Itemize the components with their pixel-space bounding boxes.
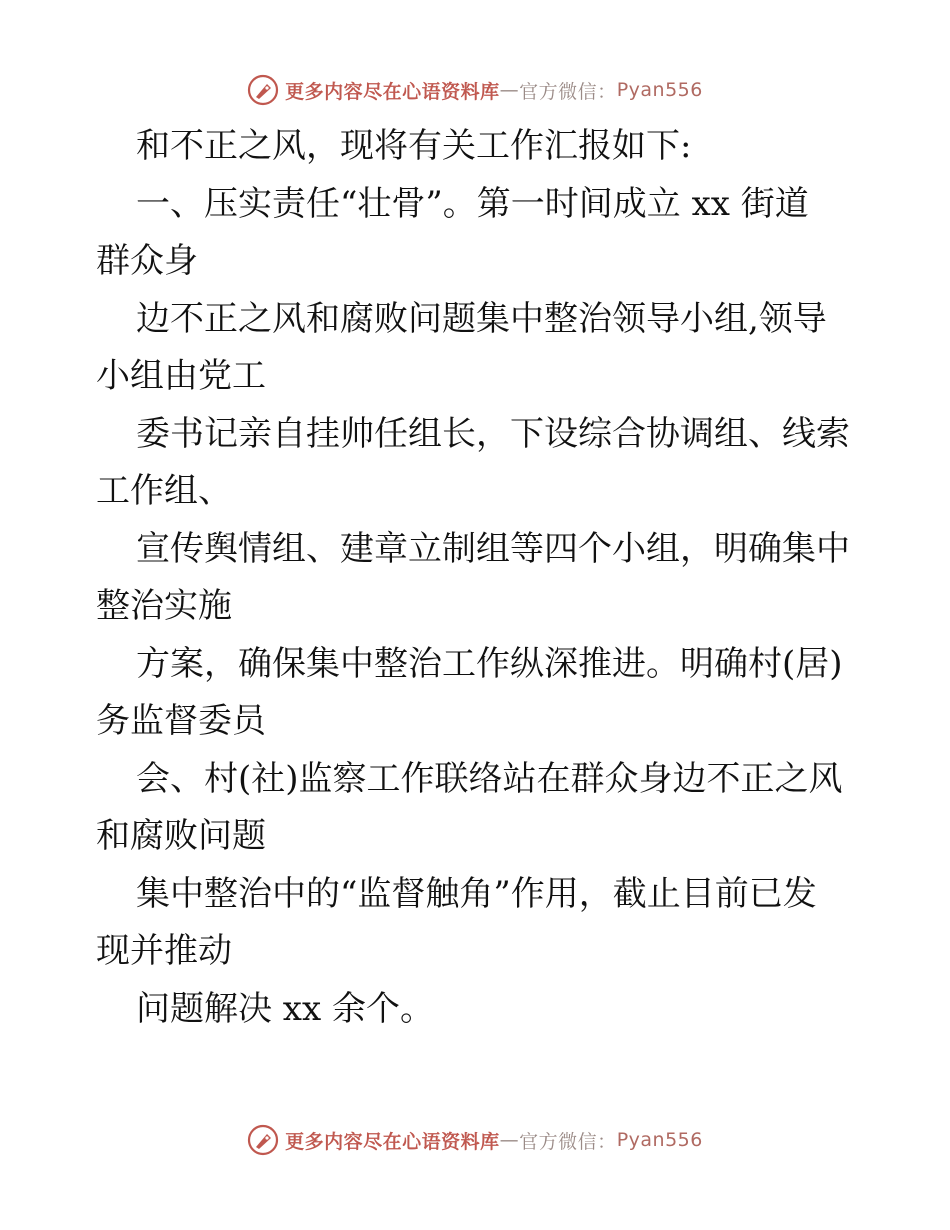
paragraph-line: 会、村(社)监察工作联络站在群众身边不正之风 (136, 758, 843, 799)
pen-nib-icon (247, 1124, 279, 1156)
document-body (96, 118, 856, 1038)
watermark-dash: — (499, 1129, 520, 1151)
watermark-account: Pyan556 (616, 1129, 703, 1151)
paragraph-line: 宣传舆情组、建章立制组等四个小组，明确集中 (136, 528, 850, 569)
watermark-label: 官方微信： (519, 80, 617, 103)
watermark-account: Pyan556 (616, 79, 703, 101)
paragraph-line: 问题解决 xx 余个。 (136, 988, 434, 1029)
paragraph-line: 群众身 (96, 241, 198, 281)
paragraph-line: 方案，确保集中整治工作纵深推进。明确村(居) (136, 643, 843, 684)
watermark-label: 官方微信： (519, 1130, 617, 1153)
watermark-brand: 更多内容尽在心语资料库 (285, 80, 500, 103)
pen-nib-icon (247, 74, 279, 106)
paragraph-line: 现并推动 (96, 931, 232, 971)
header-watermark (0, 70, 950, 110)
paragraph-line: 一、压实责任“壮骨”。第一时间成立 xx 街道 (136, 183, 809, 224)
paragraph-line: 整治实施 (96, 586, 232, 626)
paragraph-line: 集中整治中的“监督触角”作用，截止目前已发 (136, 873, 817, 914)
paragraph-line: 和腐败问题 (96, 816, 266, 856)
paragraph-line: 和不正之风，现将有关工作汇报如下: (136, 126, 692, 166)
paragraph-line: 边不正之风和腐败问题集中整治领导小组,领导 (136, 298, 827, 339)
footer-watermark (0, 1120, 950, 1160)
watermark-brand: 更多内容尽在心语资料库 (285, 1130, 500, 1153)
watermark-dash: — (499, 79, 520, 101)
paragraph-line: 小组由党工 (96, 356, 266, 396)
paragraph-line: 务监督委员 (96, 701, 266, 741)
paragraph-line: 委书记亲自挂帅任组长，下设综合协调组、线索 (136, 413, 850, 454)
paragraph-line: 工作组、 (96, 471, 232, 511)
